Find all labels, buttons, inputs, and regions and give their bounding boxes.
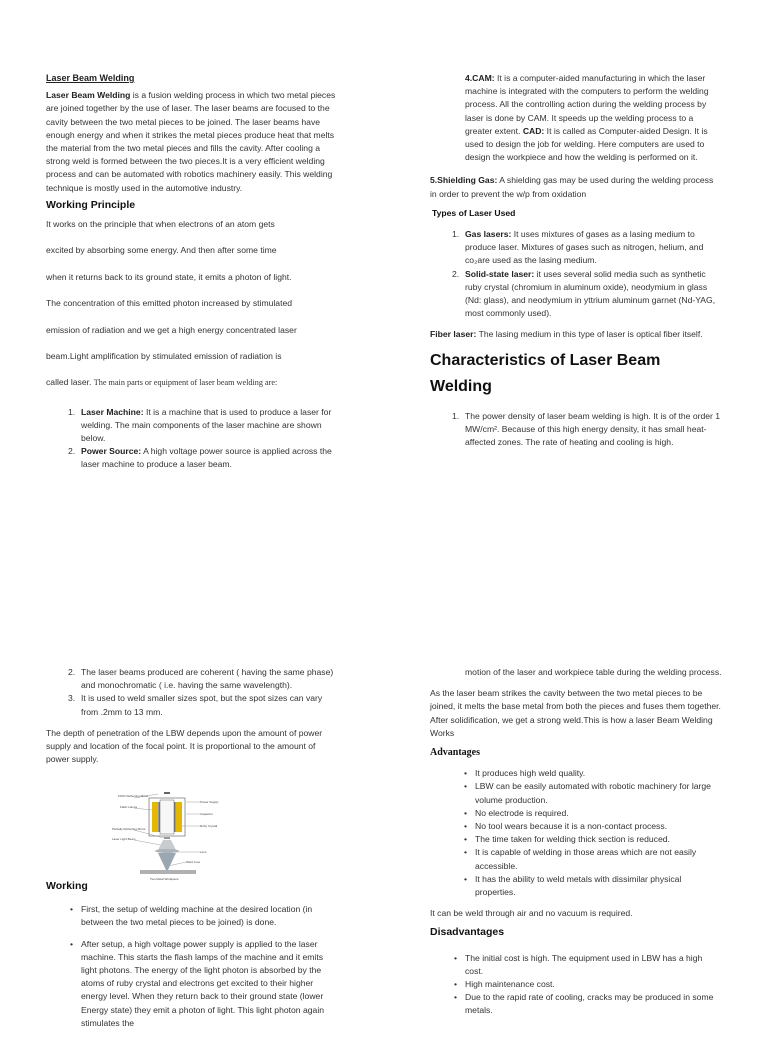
- gas-bold: 5.Shielding Gas:: [430, 175, 498, 186]
- diagram-label: Partially Reflecting Mirror: [112, 827, 146, 831]
- fiber-laser-paragraph: [430, 328, 722, 341]
- list-item: • LBW can be easily automated with robotic machinery for large volume production.: [440, 780, 722, 806]
- principle-line: when it returns back to its ground state, it emits a photon of light.: [46, 271, 292, 282]
- list-item: • High maintenance cost.: [430, 978, 722, 991]
- list-item: [46, 445, 338, 471]
- diagram-label: Ruby Crystal: [200, 824, 218, 828]
- item-text: A high voltage power source is applied across the laser machine to produce a laser beam.: [81, 446, 332, 470]
- top-right-column: [430, 72, 722, 449]
- principle-line: emission of radiation and we get a high energy concentrated laser: [46, 324, 297, 335]
- cam-paragraph: [430, 72, 722, 164]
- principle-line: excited by absorbing some energy. And then after some time: [46, 245, 277, 256]
- bottom-left-column: [46, 666, 338, 772]
- item-text: it uses several solid media such as synthetic ruby crystal (chromium in aluminum oxide), neodymium in glass (Nd: glass), and neodymium in yttrium aluminum garnet (Nd-YAG, most commonly used).: [465, 268, 716, 319]
- document-title: Laser Beam Welding: [46, 73, 135, 83]
- last-line-serif: The main parts or equipment of laser beam welding are:: [93, 378, 278, 388]
- continued-paragraph: motion of the laser and workpiece table during the welding process.: [465, 667, 722, 677]
- diagram-label: Flash Lamps: [120, 805, 138, 809]
- shielding-gas-paragraph: [430, 174, 722, 200]
- advantages-heading: Advantages: [430, 747, 481, 759]
- item-text: It is used to weld smaller sizes spot, but the spot sizes can vary from .2mm to 13 mm.: [81, 693, 323, 717]
- list-item: • It has the ability to weld metals with dissimilar physical properties.: [440, 873, 722, 899]
- list-item: • The time taken for welding thick section is reduced.: [440, 833, 722, 846]
- disadvantages-list: [430, 952, 722, 1018]
- intro-bold: Laser Beam Welding: [46, 90, 131, 101]
- list-item: • It produces high weld quality.: [440, 767, 722, 780]
- principle-line: beam.Light amplification by stimulated emission of radiation is: [46, 350, 282, 361]
- works-paragraph: As the laser beam strikes the cavity between the two metal pieces to be joined, it melts the base metal from both the pieces and fuses them together. After solidification, we get a strong weld.This is how a laser Beam Welding Works: [430, 688, 721, 738]
- fiber-bold: Fiber laser:: [430, 329, 477, 340]
- principle-line: The concentration of this emitted photon increased by stimulated: [46, 298, 293, 309]
- list-item: [46, 406, 338, 446]
- types-list: [430, 228, 722, 320]
- crystal-left: [152, 802, 158, 832]
- cam-bold: 4.CAM:: [465, 73, 495, 83]
- disadvantages-heading: Disadvantages: [430, 926, 505, 939]
- gas-text: A shielding gas may be used during the welding process in order to prevent the w/p from oxidation: [430, 175, 714, 199]
- list-item: • No electrode is required.: [440, 807, 722, 820]
- list-item: [430, 228, 722, 268]
- lens: [155, 849, 179, 853]
- fiber-text: The lasing medium in this type of laser is optical fiber itself.: [476, 329, 703, 340]
- bottom-right-column: [430, 666, 722, 1018]
- diagram-label: Laser Light Beam: [112, 837, 136, 841]
- list-item: [430, 410, 722, 450]
- list-item: • No tool wears because it is a non-contact process.: [440, 820, 722, 833]
- types-heading: Types of Laser Used: [432, 207, 516, 218]
- intro-paragraph: [46, 89, 338, 195]
- item-text: The power density of laser beam welding is high. It is of the order 1 MW/cm². Because of this high energy density, it has small heat-affected zones. The rate of heating and cooling is high.: [465, 410, 721, 448]
- item-number: 1.: [68, 406, 76, 417]
- list-item: • First, the setup of welding machine at the desired location (in between the two metal pieces to be joined) is done.: [46, 903, 338, 929]
- working-principle-heading: Working Principle: [46, 198, 136, 211]
- list-item: • It is capable of welding in those areas which are not easily accessible.: [440, 846, 722, 872]
- principle-line: It works on the principle that when electrons of an atom gets: [46, 219, 275, 230]
- item-number: 1.: [452, 229, 460, 240]
- item-bold: Power Source:: [81, 446, 142, 457]
- laser-beam: [158, 840, 176, 850]
- list-item: [430, 268, 722, 321]
- principle-last-line: [46, 376, 338, 389]
- list-item: [46, 692, 338, 718]
- characteristics-heading: Characteristics of Laser Beam Welding: [430, 351, 661, 395]
- cad-text: It is called as Computer-aided Design. It is used to design the job for welding. Here computers are used to design the workpiece and how the welding is performed on it.: [465, 125, 708, 163]
- working-list: [46, 903, 338, 1030]
- diagram-machine: [149, 793, 185, 838]
- intro-text: is a fusion welding process in which two metal pieces are joined together by the use of laser. The laser beams are focused to the cavity between the two metal pieces to be joined. The laser beams have enough energy and when it strikes the metal pieces produce heat that melts the material from the two metal pieces and fills the cavity. After cooling a strong weld is formed between the two pieces.It is a very efficient welding process and can be automated with robotics machinery easily. This welding technique is mostly used in the automotive industry.: [46, 90, 336, 193]
- depth-paragraph: The depth of penetration of the LBW depends upon the amount of power supply and location of the focal point. It is proportional to the amount of power supply.: [46, 727, 323, 765]
- item-number: 2.: [68, 667, 76, 677]
- item-text: It uses mixtures of gases as a lasing medium to produce laser. Mixtures of gases such as nitrogen, helium, and co₂are used as the lasing medium.: [465, 229, 704, 266]
- diagram-label: 100% Reflecting Mirror: [118, 794, 149, 798]
- cam-text: It is a computer-aided manufacturing in which the laser machine is integrated with the computers to perform the welding process. All the controlling action during the welding process by laser is done by CAM. It speeds up the welding process to a greater extent.: [465, 73, 709, 136]
- advantages-list: [440, 767, 722, 899]
- characteristics-list-continued: [46, 666, 338, 719]
- list-item: • Due to the rapid rate of cooling, cracks may be produced in some metals.: [430, 991, 722, 1017]
- diagram-label: Power Supply: [200, 800, 219, 804]
- characteristics-list: [430, 410, 722, 450]
- item-bold: Laser Machine:: [81, 406, 144, 417]
- working-heading: Working: [46, 880, 88, 892]
- air-paragraph: It can be weld through air and no vacuum is required.: [430, 908, 633, 919]
- list-item: • After setup, a high voltage power supply is applied to the laser machine. This starts the flash lamps of the machine and it emits light photons. The energy of the light photon is absorbed by the atoms of ruby crystal and electrons get excited to their higher energy level. When they return back to their ground state (lower Energy state) they emit a photon of light. This light photon again stimulates the: [46, 938, 338, 1030]
- item-number: 3.: [68, 693, 76, 704]
- principle-lines: [46, 218, 338, 390]
- focused-beam: [158, 853, 176, 870]
- item-number: 1.: [452, 410, 460, 421]
- top-left-column: [46, 72, 338, 472]
- item-bold: Gas lasers:: [465, 229, 512, 240]
- diagram-label: Lens: [200, 850, 207, 854]
- diagram-label: Capacitor: [200, 812, 213, 816]
- parts-list: [46, 406, 338, 472]
- diagram-label: Two Metal Workpiece: [150, 877, 179, 881]
- working-section: [46, 878, 338, 1038]
- item-bold: Solid-state laser:: [465, 268, 535, 279]
- item-text: The laser beams produced are coherent ( having the same phase) and monochromatic ( i.e. having the same wavelength).: [81, 667, 334, 691]
- cad-bold: CAD:: [522, 125, 545, 136]
- item-number: 2.: [68, 446, 76, 457]
- workpiece: [140, 870, 196, 874]
- last-line-start: called laser.: [46, 377, 94, 388]
- laser-welding-diagram: [108, 790, 228, 886]
- crystal-right: [176, 802, 182, 832]
- item-number: 2.: [452, 268, 460, 279]
- item-text: It is a machine that is used to produce a laser for welding. The main components of the laser machine are shown below.: [81, 406, 332, 443]
- list-item: [46, 666, 338, 692]
- list-item: • The initial cost is high. The equipment used in LBW has a high cost.: [430, 952, 722, 978]
- diagram-label: Weld zone: [186, 860, 201, 864]
- ruby-crystal: [160, 800, 174, 834]
